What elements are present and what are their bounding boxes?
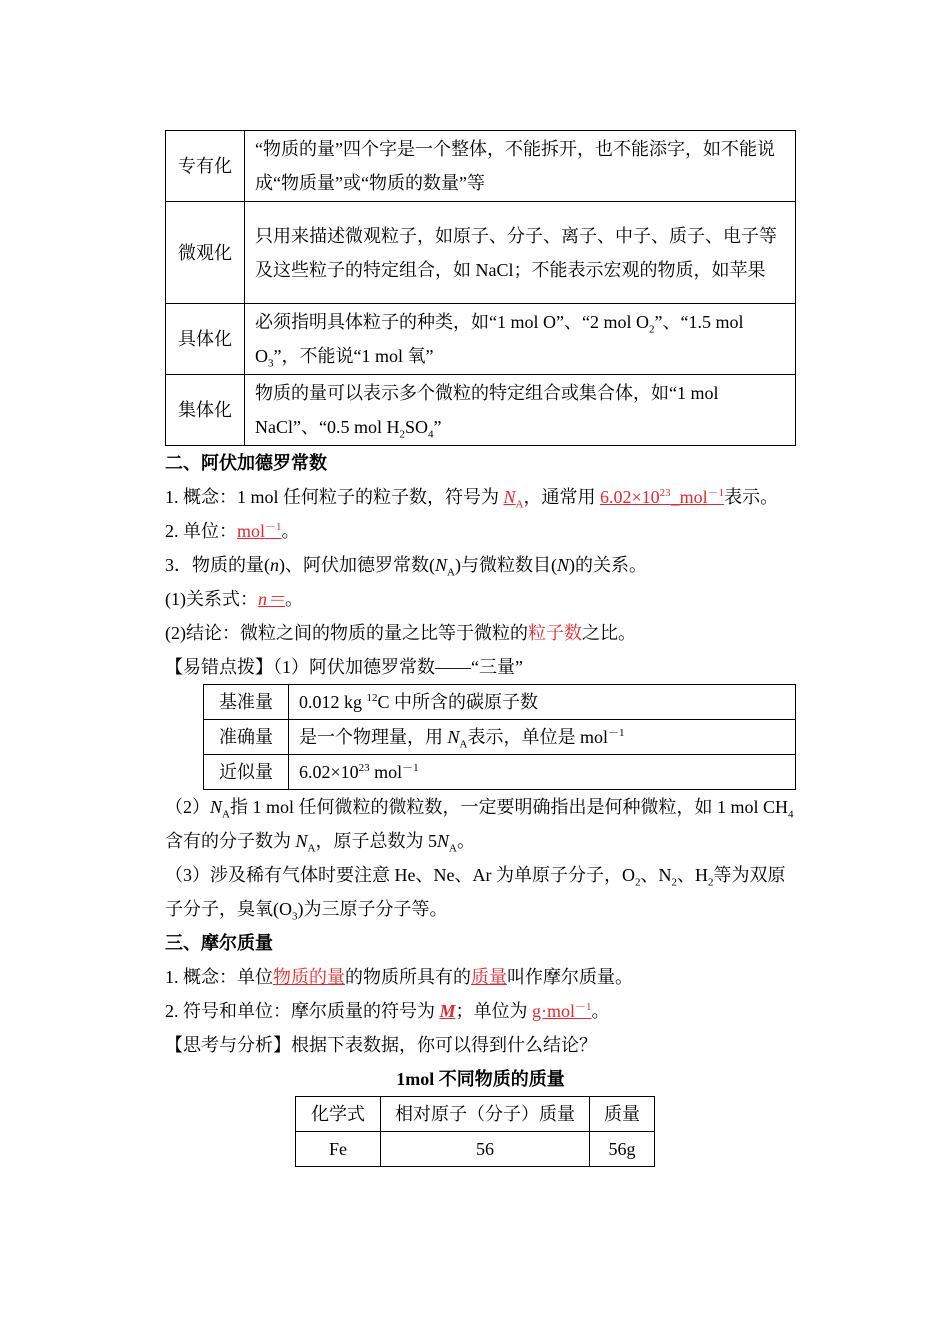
think-paragraph: 【思考与分析】根据下表数据，你可以得到什么结论？ — [165, 1035, 597, 1055]
table-row — [204, 755, 796, 790]
note-2: $(2)N_A$指 1 mol 任何微粒的微粒数，一定要明确指出是何种微粒，如 1 mol $CH_4$含有的分子数为 $N_A$，原子总数为 $5N_A$。 — [165, 797, 794, 855]
concept-answer-2: 质量 — [471, 967, 507, 987]
formula-answer: n＝ — [258, 589, 285, 609]
symbol-answer: M — [439, 1001, 456, 1021]
table-cell: 56g — [590, 1132, 655, 1167]
row-value: “物质的量”四个字是一个整体，不能拆开，也不能添字，如不能说成“物质量”或“物质的数量”等 — [245, 131, 796, 202]
relation-paragraph: 3．物质的量(n)、阿伏加德罗常数$(N_A)$与微粒数目(N)的关系。 — [165, 555, 647, 579]
row-key: 近似量 — [204, 755, 289, 790]
molar-concept-paragraph: 1. 概念：单位物质的量的物质所具有的质量叫作摩尔质量。 — [165, 967, 633, 987]
avogadro-value: $6.02\times 10^{23}\_mol^{-1}$ — [599, 487, 725, 507]
tip-paragraph: 【易错点拨】（1）阿伏加德罗常数——“三量” — [165, 657, 523, 677]
avogadro-symbol: $N_A$ — [503, 487, 524, 511]
row-value: 0.012 kg $^{12}$C 中所含的碳原子数 — [289, 685, 796, 720]
table-caption: 1mol 不同物质的质量 — [396, 1069, 565, 1089]
conclusion-paragraph: (2)结论：微粒之间的物质的量之比等于微粒的粒子数之比。 — [165, 623, 636, 643]
row-value: 物质的量可以表示多个微粒的特定组合或集合体，如“1 mol NaCl”、“0.5 mol $H_2SO_4$” — [245, 375, 796, 446]
concept-paragraph: 1. 概念：1 mol 任何粒子的粒子数，符号为 $N_A$，通常用 $6.02\times 10^{23}\_mol^{-1}$表示。 — [165, 487, 779, 511]
row-key: 准确量 — [204, 720, 289, 755]
properties-table — [165, 130, 796, 446]
table-header-row — [296, 1097, 655, 1132]
table-row — [166, 202, 796, 304]
row-value: 是一个物理量，用 $N_A$表示，单位是 mol$^{-1}$ — [289, 720, 796, 755]
header-cell: 化学式 — [296, 1097, 381, 1132]
molar-symbol-paragraph: 2. 符号和单位：摩尔质量的符号为 M；单位为 g·mol$^{-1}$。 — [165, 1001, 610, 1021]
document-content — [165, 130, 796, 1167]
row-key: 专有化 — [166, 131, 245, 202]
table-row — [166, 304, 796, 375]
three-quantities-table — [203, 684, 796, 790]
table-row — [166, 131, 796, 202]
concept-answer-1: 物质的量 — [273, 967, 345, 987]
section-heading: 三、摩尔质量 — [165, 933, 273, 953]
header-cell: 相对原子（分子）质量 — [381, 1097, 590, 1132]
row-value: 只用来描述微观粒子，如原子、分子、离子、中子、质子、电子等及这些粒子的特定组合，如 NaCl；不能表示宏观的物质，如苹果 — [245, 202, 796, 304]
table-row — [166, 375, 796, 446]
row-key: 基准量 — [204, 685, 289, 720]
row-value: 必须指明具体粒子的种类，如“1 mol O”、“2 mol $O_2$”、“1.5 mol $O_3$”，不能说“1 mol 氧” — [245, 304, 796, 375]
table-row — [204, 720, 796, 755]
row-key: 具体化 — [166, 304, 245, 375]
unit-answer: g·mol$^{-1}$ — [532, 1001, 592, 1021]
table-cell: 56 — [381, 1132, 590, 1167]
note-3: （3）涉及稀有气体时要注意 He、Ne、Ar 为单原子分子，$O_2$、$N_2$、$H_2$等为双原子分子，臭氧$(O_3)$为三原子分子等。 — [165, 865, 786, 923]
conclusion-answer: 粒子数 — [528, 623, 582, 643]
row-key: 微观化 — [166, 202, 245, 304]
table-row — [204, 685, 796, 720]
molar-mass-table — [295, 1096, 655, 1167]
header-cell: 质量 — [590, 1097, 655, 1132]
table-cell: Fe — [296, 1132, 381, 1167]
formula-paragraph: (1)关系式：n＝。 — [165, 589, 303, 609]
row-key: 集体化 — [166, 375, 245, 446]
table-row — [296, 1132, 655, 1167]
row-value: $6.02\times 10^{23}$ mol$^{-1}$ — [289, 755, 796, 790]
unit-answer: mol$^{-1}$ — [237, 521, 282, 541]
section-heading: 二、阿伏加德罗常数 — [165, 453, 327, 473]
unit-paragraph: 2. 单位：mol$^{-1}$。 — [165, 521, 300, 541]
